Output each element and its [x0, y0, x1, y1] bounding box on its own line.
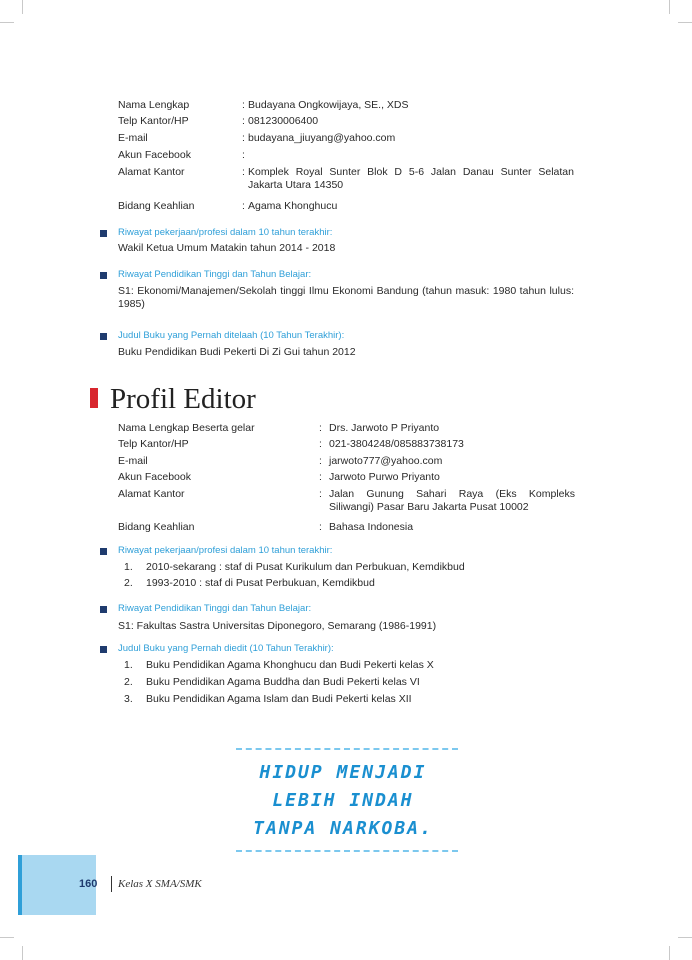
section-heading: Riwayat Pendidikan Tinggi dan Tahun Belajar:	[118, 269, 312, 280]
field-colon: :	[242, 149, 245, 161]
field-colon: :	[319, 422, 322, 434]
section-body: S1: Ekonomi/Manajemen/Sekolah tinggi Ilmu Ekonomi Bandung (tahun masuk: 1980 tahun lulus: 1985)	[118, 285, 574, 310]
field-value: Budayana Ongkowijaya, SE., XDS	[248, 99, 409, 111]
field-colon: :	[242, 166, 245, 178]
bullet-square	[100, 272, 107, 279]
page-number: 160	[79, 878, 98, 890]
crop-mark	[669, 946, 670, 960]
slogan-border-bottom	[236, 850, 458, 852]
crop-mark	[0, 937, 14, 938]
field-label: Nama Lengkap	[118, 99, 190, 111]
field-label: E-mail	[118, 132, 148, 144]
field-value: Jarwoto Purwo Priyanto	[329, 471, 440, 483]
field-colon: :	[242, 99, 245, 111]
section-body: Buku Pendidikan Budi Pekerti Di Zi Gui tahun 2012	[118, 346, 356, 358]
crop-mark	[678, 22, 692, 23]
list-number: 1.	[124, 561, 133, 573]
field-label: E-mail	[118, 455, 148, 467]
bullet-square	[100, 333, 107, 340]
field-value: 081230006400	[248, 115, 319, 127]
field-label: Bidang Keahlian	[118, 200, 195, 212]
field-label: Akun Facebook	[118, 471, 191, 483]
field-value: Agama Khonghucu	[248, 200, 338, 212]
field-label: Bidang Keahlian	[118, 521, 195, 533]
field-colon: :	[242, 132, 245, 144]
field-value: 021-3804248/085883738173	[329, 438, 464, 450]
section-title: Profil Editor	[110, 383, 256, 415]
crop-mark	[678, 937, 692, 938]
slogan-line: HIDUP MENJADI	[259, 762, 427, 783]
slogan-border-top	[236, 748, 458, 750]
field-colon: :	[242, 115, 245, 127]
list-item: 1993-2010 : staf di Pusat Perbukuan, Kemdikbud	[146, 577, 375, 589]
list-number: 2.	[124, 676, 133, 688]
field-value: Jalan Gunung Sahari Raya (Eks Kompleks Siliwangi) Pasar Baru Jakarta Pusat 10002	[329, 488, 575, 513]
bullet-square	[100, 646, 107, 653]
field-label: Akun Facebook	[118, 149, 191, 161]
section-body: Wakil Ketua Umum Matakin tahun 2014 - 2018	[118, 242, 336, 254]
footer-tab-edge	[18, 855, 22, 915]
bullet-square	[100, 230, 107, 237]
section-heading: Riwayat pekerjaan/profesi dalam 10 tahun terakhir:	[118, 545, 333, 556]
field-value: budayana_jiuyang@yahoo.com	[248, 132, 396, 144]
crop-mark	[669, 0, 670, 14]
field-value: Komplek Royal Sunter Blok D 5-6 Jalan Danau Sunter Selatan Jakarta Utara 14350	[248, 166, 574, 191]
slogan-line: TANPA NARKOBA.	[253, 818, 433, 839]
section-heading: Judul Buku yang Pernah ditelaah (10 Tahun Terakhir):	[118, 330, 345, 341]
section-heading: Riwayat Pendidikan Tinggi dan Tahun Belajar:	[118, 603, 312, 614]
section-title-marker	[90, 388, 98, 408]
footer-text: Kelas X SMA/SMK	[118, 878, 202, 890]
list-number: 1.	[124, 659, 133, 671]
list-item: Buku Pendidikan Agama Khonghucu dan Budi Pekerti kelas X	[146, 659, 434, 671]
bullet-square	[100, 606, 107, 613]
section-heading: Judul Buku yang Pernah diedit (10 Tahun Terakhir):	[118, 643, 334, 654]
field-label: Telp Kantor/HP	[118, 115, 189, 127]
bullet-square	[100, 548, 107, 555]
list-item: 2010-sekarang : staf di Pusat Kurikulum dan Perbukuan, Kemdikbud	[146, 561, 465, 573]
list-item: Buku Pendidikan Agama Buddha dan Budi Pekerti kelas VI	[146, 676, 420, 688]
field-label: Alamat Kantor	[118, 488, 185, 500]
field-label: Telp Kantor/HP	[118, 438, 189, 450]
field-colon: :	[319, 471, 322, 483]
section-body: S1: Fakultas Sastra Universitas Diponegoro, Semarang (1986-1991)	[118, 620, 437, 632]
field-value: Bahasa Indonesia	[329, 521, 414, 533]
crop-mark	[22, 0, 23, 14]
slogan-line: LEBIH INDAH	[272, 790, 414, 811]
list-number: 2.	[124, 577, 133, 589]
field-colon: :	[319, 521, 322, 533]
field-label: Alamat Kantor	[118, 166, 185, 178]
field-colon: :	[319, 438, 322, 450]
list-number: 3.	[124, 693, 133, 705]
field-label: Nama Lengkap Beserta gelar	[118, 422, 255, 434]
crop-mark	[22, 946, 23, 960]
footer-separator	[111, 876, 112, 892]
field-colon: :	[319, 488, 322, 500]
crop-mark	[0, 22, 14, 23]
list-item: Buku Pendidikan Agama Islam dan Budi Pekerti kelas XII	[146, 693, 412, 705]
section-heading: Riwayat pekerjaan/profesi dalam 10 tahun terakhir:	[118, 227, 333, 238]
field-colon: :	[319, 455, 322, 467]
field-value: jarwoto777@yahoo.com	[329, 455, 443, 467]
field-value: Drs. Jarwoto P Priyanto	[329, 422, 440, 434]
field-colon: :	[242, 200, 245, 212]
